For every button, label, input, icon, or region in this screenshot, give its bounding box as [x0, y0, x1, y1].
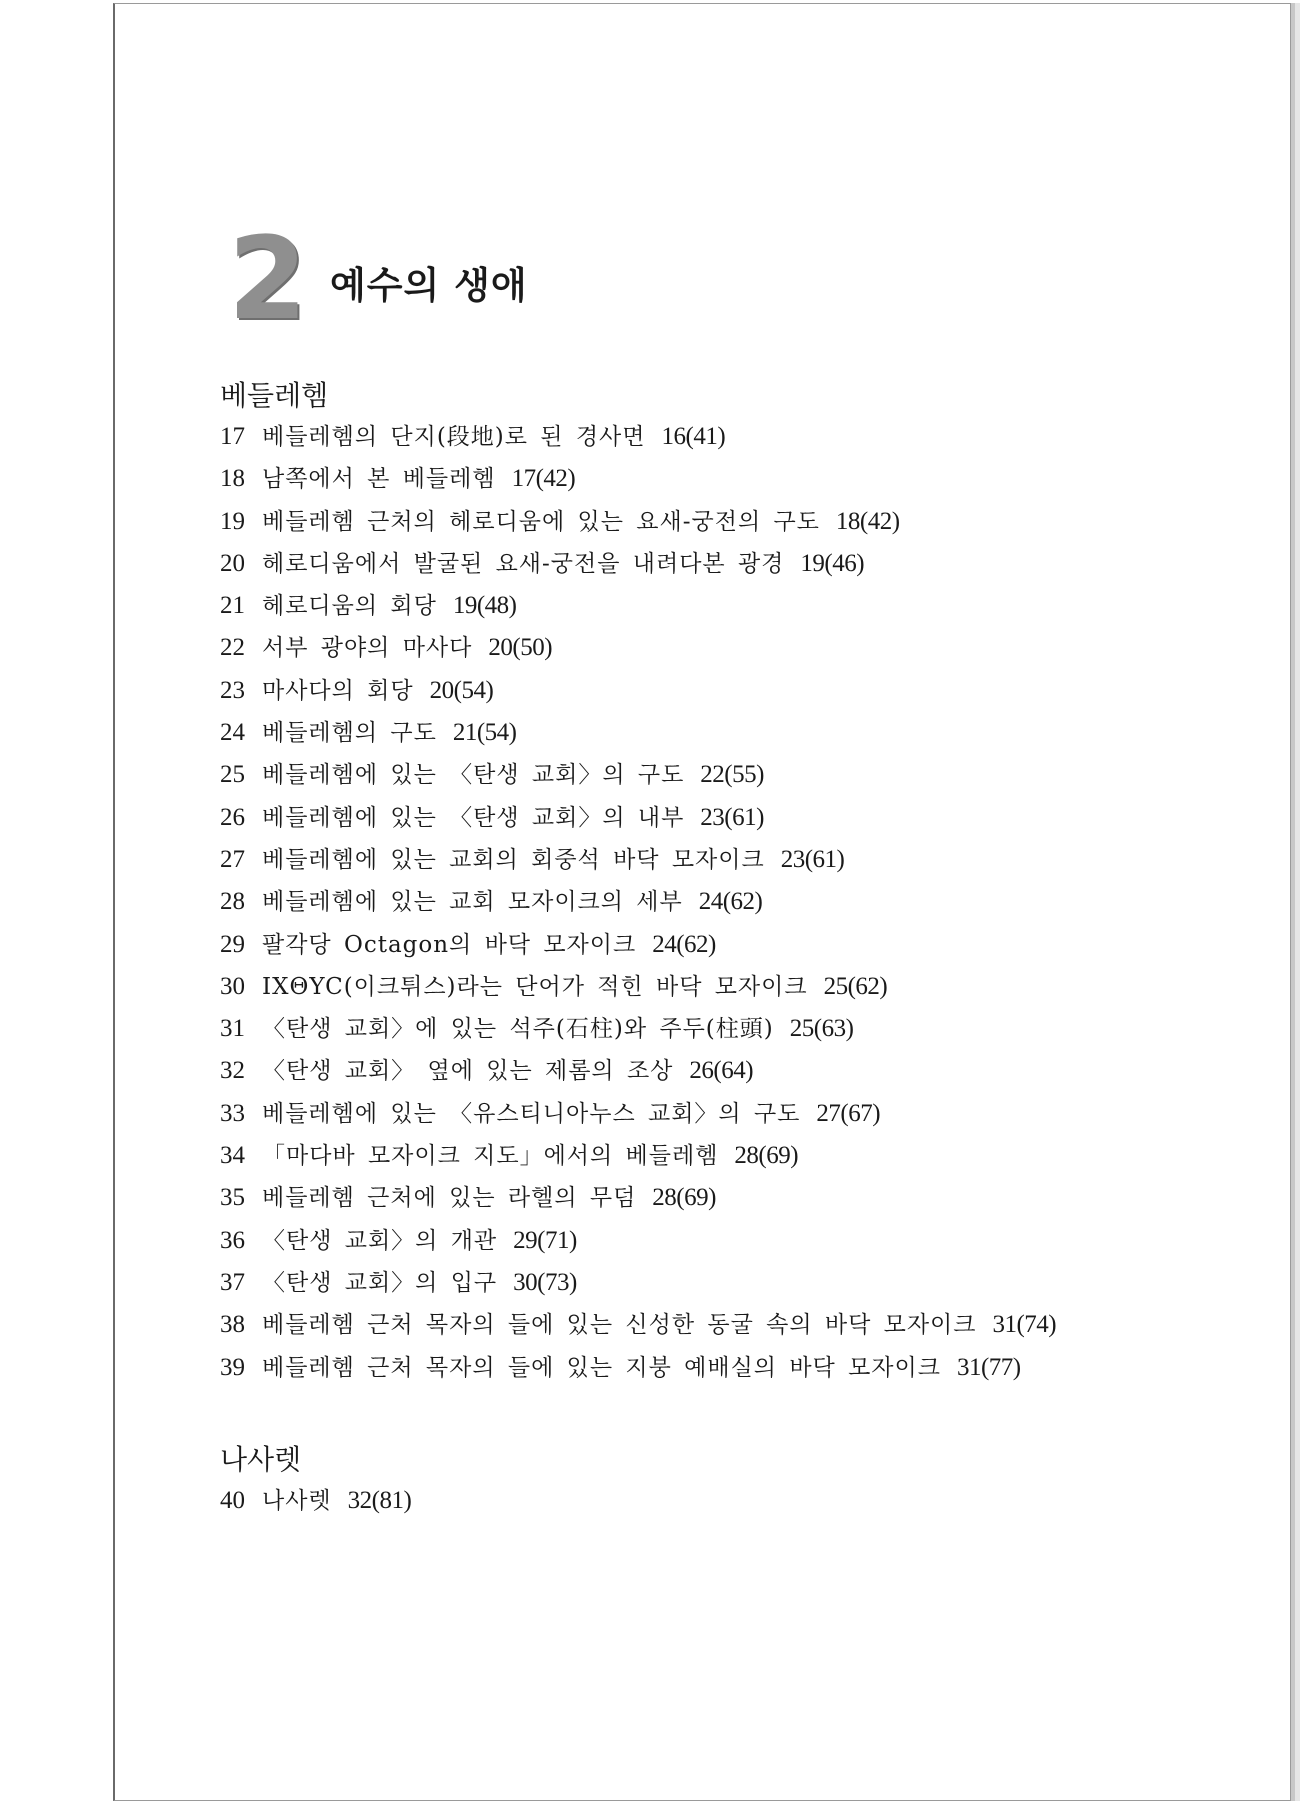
list-item [220, 629, 1056, 671]
entry-number: 34 [220, 1142, 245, 1170]
list-item [220, 1306, 1056, 1348]
list-item [220, 418, 1056, 460]
entry-title: 팔각당 Octagon의 바닥 모자이크 [262, 931, 637, 958]
list-item [220, 1264, 1056, 1306]
entry-page-ref: 30(73) [513, 1268, 577, 1296]
entry-list-nazareth [220, 1482, 411, 1524]
entry-number: 27 [220, 845, 245, 873]
entry-title: IXΘYC(이크튀스)라는 단어가 적힌 바닥 모자이크 [262, 973, 808, 1000]
entry-page-ref: 19(48) [452, 592, 517, 620]
entry-title: 남쪽에서 본 베들레헴 [262, 466, 496, 493]
entry-number: 29 [220, 930, 245, 958]
entry-title: 베들레헴에 있는 〈탄생 교회〉의 내부 [262, 804, 685, 831]
entry-page-ref: 24(62) [698, 888, 763, 916]
entry-page-ref: 20(54) [429, 676, 494, 704]
entry-title: 베들레헴에 있는 〈유스티니아누스 교회〉의 구도 [262, 1100, 801, 1127]
entry-page-ref: 20(50) [488, 634, 553, 662]
entry-page-ref: 25(62) [823, 972, 888, 1000]
entry-title: 나사렛 [262, 1488, 332, 1514]
entry-number: 18 [220, 465, 245, 493]
entry-title: 베들레헴에 있는 교회 모자이크의 세부 [262, 889, 683, 916]
entry-title: 서부 광야의 마사다 [262, 635, 473, 662]
list-item [220, 1052, 1056, 1094]
entry-page-ref: 26(64) [689, 1057, 754, 1085]
entry-number: 24 [220, 719, 245, 747]
entry-title: 베들레헴 근처 목자의 들에 있는 지붕 예배실의 바닥 모자이크 [262, 1354, 941, 1381]
list-item [220, 756, 1056, 798]
entry-title: 「마다바 모자이크 지도」에서의 베들레헴 [262, 1143, 719, 1170]
chapter-number: 2 [228, 212, 304, 345]
entry-number: 39 [220, 1353, 245, 1381]
section-heading-nazareth: 나사렛 [220, 1443, 302, 1476]
entry-title: 〈탄생 교회〉 옆에 있는 제롬의 조상 [262, 1058, 674, 1085]
entry-title: 베들레헴 근처의 헤로디움에 있는 요새-궁전의 구도 [262, 508, 820, 535]
chapter-title: 예수의 생애 [330, 264, 528, 307]
entry-number: 40 [220, 1487, 245, 1514]
entry-number: 33 [220, 1099, 245, 1127]
entry-page-ref: 31(77) [956, 1353, 1021, 1381]
list-item [220, 1222, 1056, 1264]
entry-number: 21 [220, 592, 245, 620]
entry-page-ref: 16(41) [661, 423, 726, 450]
entry-page-ref: 18(42) [835, 507, 900, 535]
entry-page-ref: 19(46) [800, 549, 865, 577]
entry-title: 마사다의 회당 [262, 677, 414, 704]
entry-list-bethlehem [220, 418, 1056, 1391]
list-item [220, 460, 1056, 502]
entry-number: 17 [220, 423, 245, 450]
list-item [220, 1095, 1056, 1137]
list-item [220, 1179, 1056, 1221]
entry-page-ref: 28(69) [652, 1184, 716, 1212]
entry-number: 26 [220, 803, 245, 831]
entry-page-ref: 24(62) [652, 930, 716, 958]
entry-number: 37 [220, 1268, 245, 1296]
entry-page-ref: 23(61) [700, 803, 764, 831]
list-item [220, 841, 1056, 883]
list-item [220, 1482, 411, 1524]
list-item [220, 926, 1056, 968]
entry-number: 19 [220, 507, 245, 535]
entry-title: 베들레헴 근처에 있는 라헬의 무덤 [262, 1185, 637, 1212]
entry-title: 헤로디움에서 발굴된 요새-궁전을 내려다본 광경 [262, 550, 785, 577]
entry-number: 32 [220, 1057, 245, 1085]
entry-number: 31 [220, 1015, 245, 1043]
section-heading-bethlehem: 베들레헴 [220, 379, 329, 412]
entry-page-ref: 28(69) [734, 1142, 799, 1170]
list-item [220, 1137, 1056, 1179]
entry-page-ref: 31(74) [992, 1311, 1057, 1339]
list-item [220, 1349, 1056, 1391]
list-item [220, 672, 1056, 714]
list-item [220, 968, 1056, 1010]
entry-number: 28 [220, 888, 245, 916]
entry-title: 베들레헴의 구도 [262, 720, 437, 747]
entry-number: 22 [220, 634, 245, 662]
entry-title: 〈탄생 교회〉의 입구 [262, 1269, 498, 1296]
list-item [220, 545, 1056, 587]
entry-page-ref: 23(61) [780, 845, 845, 873]
list-item [220, 1010, 1056, 1052]
entry-page-ref: 29(71) [513, 1226, 577, 1254]
entry-number: 36 [220, 1226, 245, 1254]
entry-number: 25 [220, 761, 245, 789]
entry-number: 30 [220, 972, 245, 1000]
entry-title: 〈탄생 교회〉의 개관 [262, 1227, 498, 1254]
list-item [220, 587, 1056, 629]
entry-page-ref: 17(42) [511, 465, 576, 493]
list-item [220, 883, 1056, 925]
entry-number: 20 [220, 549, 245, 577]
entry-title: 베들레헴에 있는 교회의 회중석 바닥 모자이크 [262, 846, 765, 873]
entry-title: 베들레헴에 있는 〈탄생 교회〉의 구도 [262, 762, 685, 789]
entry-title: 베들레헴 근처 목자의 들에 있는 신성한 동굴 속의 바닥 모자이크 [262, 1312, 977, 1339]
entry-title: 〈탄생 교회〉에 있는 석주(石柱)와 주두(柱頭) [262, 1016, 774, 1043]
list-item [220, 503, 1056, 545]
entry-title: 베들레헴의 단지(段地)로 된 경사면 [262, 424, 646, 450]
entry-number: 35 [220, 1184, 245, 1212]
entry-page-ref: 32(81) [347, 1487, 412, 1514]
entry-page-ref: 21(54) [452, 719, 517, 747]
entry-page-ref: 22(55) [700, 761, 764, 789]
list-item [220, 714, 1056, 756]
entry-number: 38 [220, 1311, 245, 1339]
entry-title: 헤로디움의 회당 [262, 593, 437, 620]
entry-page-ref: 25(63) [789, 1015, 854, 1043]
list-item [220, 799, 1056, 841]
entry-number: 23 [220, 676, 245, 704]
entry-page-ref: 27(67) [816, 1099, 881, 1127]
